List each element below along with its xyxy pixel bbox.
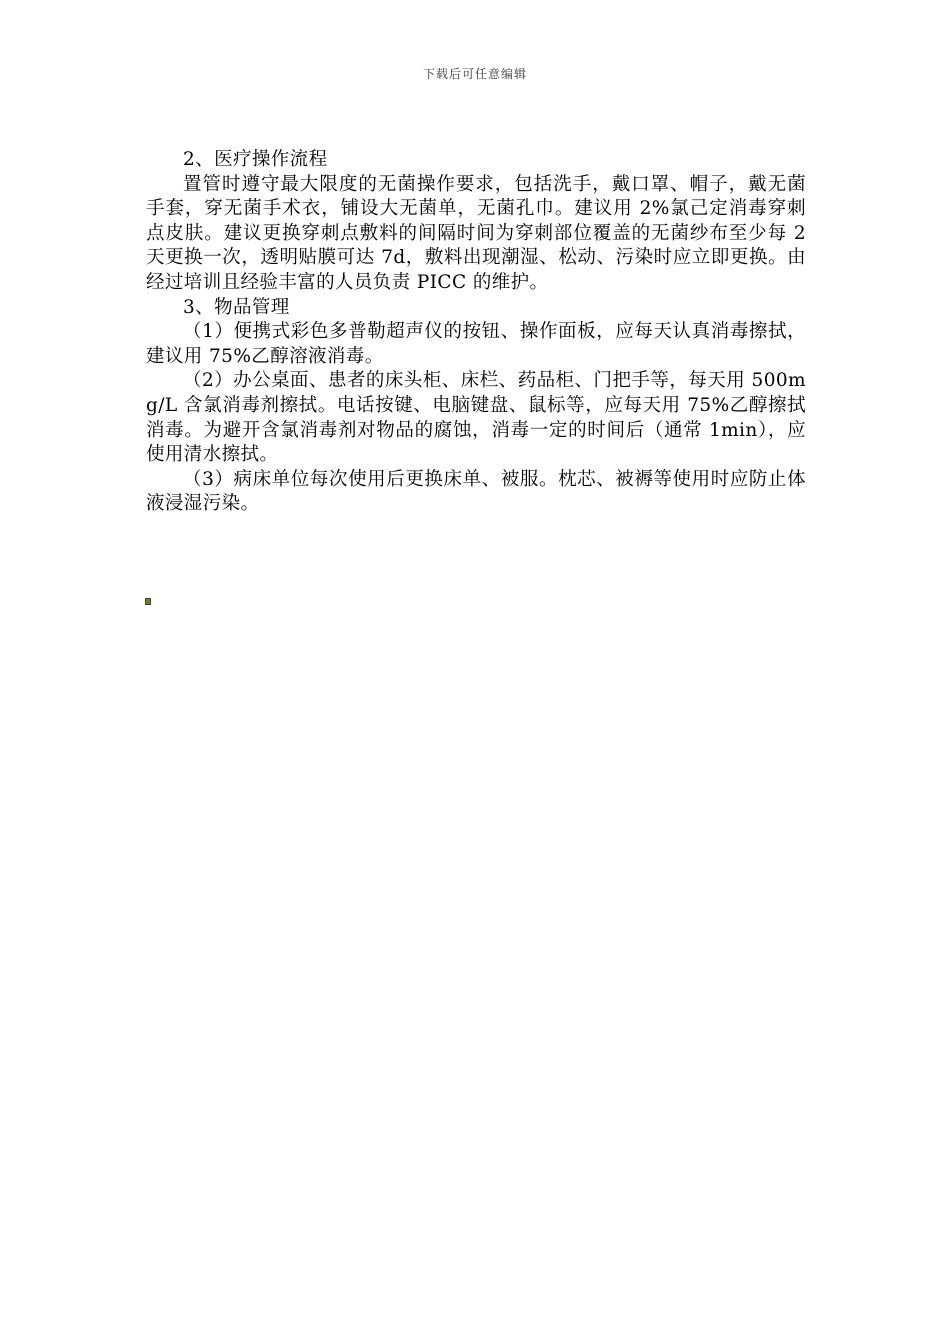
section-3-item-2: （2）办公桌面、患者的床头柜、床栏、药品柜、门把手等，每天用 500mg/L 含氯消毒剂擦拭。电话按键、电脑键盘、鼠标等，应每天用 75%乙醇擦拭消毒。为避开含氯消毒剂对物品的腐蚀，消毒一定的时间后（通常 1min），应使用清水擦拭。 bbox=[146, 370, 806, 466]
section-3-item-1: （1）便携式彩色多普勒超声仪的按钮、操作面板，应每天认真消毒擦拭，建议用 75%乙醇溶液消毒。 bbox=[146, 321, 806, 367]
page-header: 下载后可任意编辑 bbox=[422, 67, 527, 81]
section-2-title: 2、医疗操作流程 bbox=[183, 149, 328, 170]
bookmark-marker-icon bbox=[145, 598, 151, 605]
section-3-title: 3、物品管理 bbox=[183, 296, 290, 318]
section-3-item-3: （3）病床单位每次使用后更换床单、被服。枕芯、被褥等使用时应防止体液浸湿污染。 bbox=[146, 468, 806, 515]
section-2-paragraph: 置管时遵守最大限度的无菌操作要求，包括洗手，戴口罩、帽子，戴无菌手套，穿无菌手术衣，铺设大无菌单，无菌孔巾。建议用 2%氯己定消毒穿刺点皮肤。建议更换穿刺点敷料的间隔时间为穿刺部位覆盖的无菌纱布至少每 2 天更换一次，透明贴膜可达 7d，敷料出现潮湿、松动、污染时应立即更换。由经过培训且经验丰富的人员负责 PICC 的维护。 bbox=[146, 173, 806, 293]
document-body bbox=[146, 148, 806, 517]
